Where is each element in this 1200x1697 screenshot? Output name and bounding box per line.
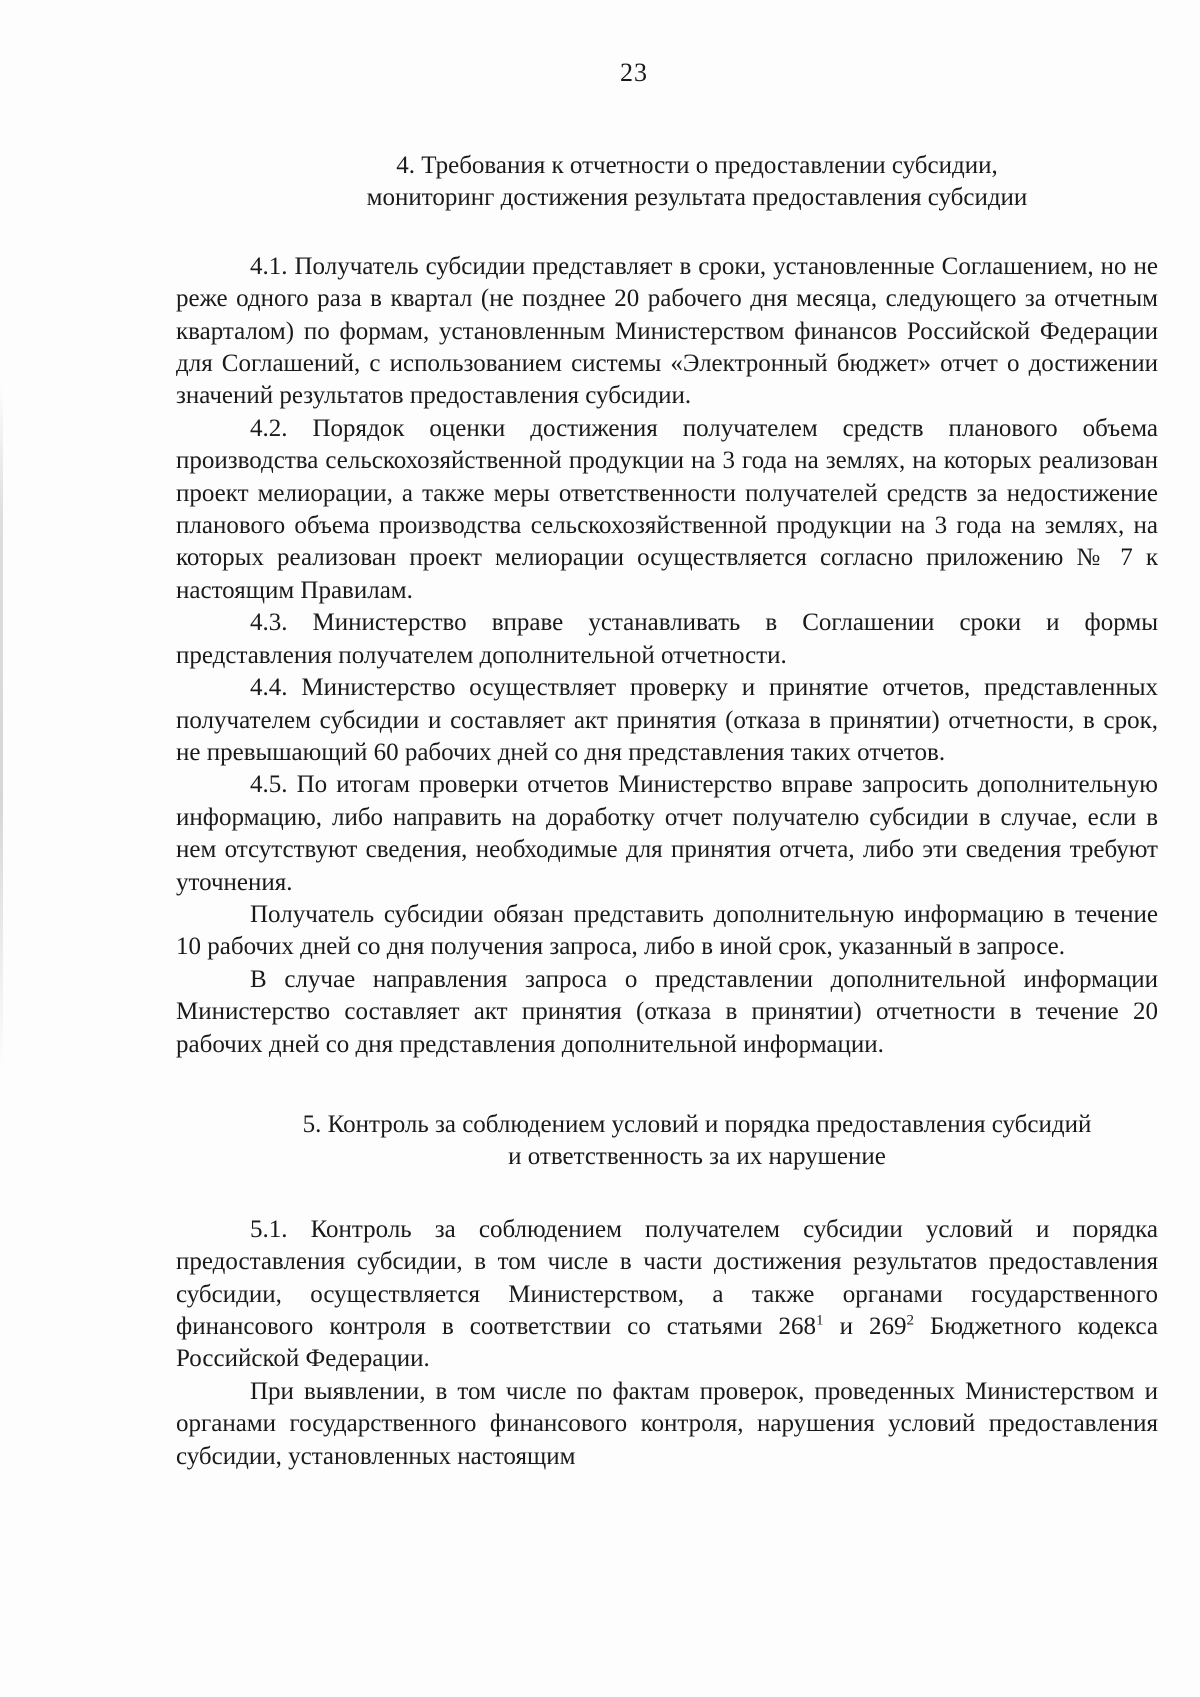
spacer: [176, 1174, 1158, 1214]
document-body: [176, 150, 1158, 1473]
section-5-heading: [176, 1109, 1158, 1174]
paragraph-4-5-recipient-obligation: Получатель субсидии обязан представить дополнительную информацию в течение 10 рабочих дней со дня получения запроса, либо в иной срок, указанный в запросе.: [176, 900, 1158, 961]
spacer: [176, 215, 1158, 251]
paragraph-4-5: 4.5. По итогам проверки отчетов Министерство вправе запросить дополнительную информацию, либо направить на доработку отчет получателю субсидии в случае, если в нем отсутствуют сведения, необходимые для принятия отчета, либо эти сведения требуют уточнения.: [176, 771, 1158, 896]
paragraph-5-1-violations: При выявлении, в том числе по фактам проверок, проведенных Министерством и органами государственного финансового контроля, нарушения условий предоставления субсидии, установленных настоящим: [176, 1377, 1158, 1470]
paragraph-4-3: 4.3. Министерство вправе устанавливать в Соглашении сроки и формы представления получателем дополнительной отчетности.: [176, 609, 1158, 669]
paragraph-5-1-text-b: и 269: [823, 1313, 907, 1340]
paragraph-4-1: 4.1. Получатель субсидии представляет в сроки, установленные Соглашением, но не реже одного раза в квартал (не позднее 20 рабочего дня месяца, следующего за отчетным кварталом) по формам, установленным Министерством финансов Российской Федерации для Соглашений, с использованием системы «Электронный бюджет» отчет о достижении значений результатов предоставления субсидии.: [176, 252, 1158, 410]
scan-edge-shadow: [0, 380, 3, 1080]
section-5-heading-line2: и ответственность за их нарушение: [508, 1143, 886, 1171]
section-4-heading-line2: мониторинг достижения результата предоставления субсидии: [366, 184, 1028, 212]
paragraph-4-5-request-case: В случае направления запроса о представлении дополнительной информации Министерство составляет акт принятия (отказа в принятии) отчетности в течение 20 рабочих дней со дня представления дополнительной информации.: [176, 965, 1158, 1058]
paragraph-5-1-text-a: 5.1. Контроль за соблюдением получателем субсидии условий и порядка предоставления субсидии, в том числе в части достижения результатов предоставления субсидии, осуществляется Министерством, а также органами государственного финансового контроля в соответствии со статьями 268: [176, 1215, 1158, 1340]
paragraph-4-2: 4.2. Порядок оценки достижения получателем средств планового объема производства сельскохозяйственной продукции на 3 года на землях, на которых реализован проект мелиорации, а также меры ответственности получателей средств за недостижение планового объема производства сельскохозяйственной продукции на 3 года на землях, на которых реализован проект мелиорации осуществляется согласно приложению № 7 к настоящим Правилам.: [176, 414, 1158, 604]
section-4-heading: [176, 150, 1158, 215]
section-5-heading-line1: 5. Контроль за соблюдением условий и порядка предоставления субсидий: [302, 1110, 1092, 1138]
page-number: 23: [620, 58, 648, 87]
paragraph-4-4: 4.4. Министерство осуществляет проверку и принятие отчетов, представленных получателем субсидии и составляет акт принятия (отказа в принятии) отчетности, в срок, не превышающий 60 рабочих дней со дня представления таких отчетов.: [176, 674, 1158, 766]
superscript-1: 1: [816, 1312, 824, 1329]
superscript-2: 2: [906, 1312, 914, 1329]
paragraph-5-1: [176, 1214, 1158, 1376]
section-4-heading-line1: 4. Требования к отчетности о предоставлении субсидии,: [396, 152, 998, 179]
paragraph-5-1-text-c: Бюджетного кодекса Российской Федерации.: [176, 1313, 1158, 1373]
